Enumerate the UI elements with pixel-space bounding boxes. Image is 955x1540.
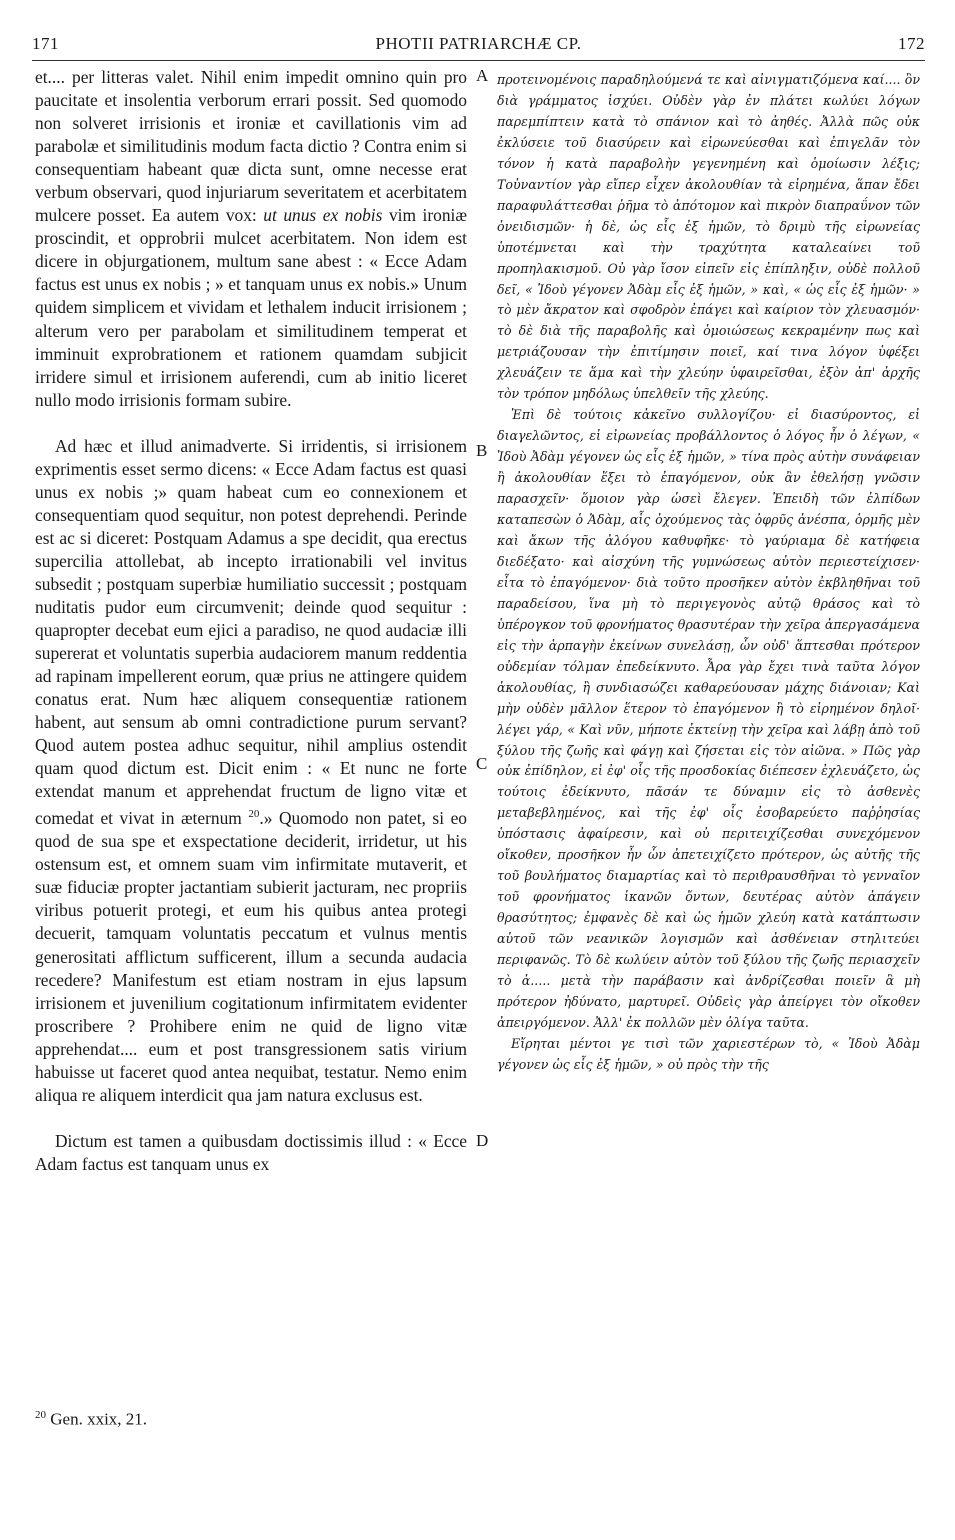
page-header bbox=[32, 34, 925, 58]
page-number-left: 171 bbox=[32, 34, 59, 53]
latin-column bbox=[35, 66, 467, 1176]
footnote-number: 20 bbox=[35, 1409, 46, 1421]
footnote bbox=[35, 1409, 147, 1430]
greek-paragraph-1: προτεινομένοις παραδηλούμενά τε καὶ αἰνιγματιζόμενα καί.... ὃν διὰ γράμματος ἰσχύει. Οὐδὲν γὰρ ἐν πλάτει κωλύει λόγων παρεμπίπτειν κατὰ τὸ σπάνιον καὶ τὸ ἀηθές. Ἀλλὰ πῶς οὐκ ἐκλύσειε τοῦ διασύρειν καὶ εἰρωνεύεσθαι καὶ ἐπιγελᾶν τὸν τόνον ἡ κατὰ παραβολὴν γεγενημένη καὶ ὁμοίωσιν λέξις; Τοὐναντίον γὰρ εἴπερ εἶχεν ἀκολουθίαν τὰ εἰρημένα, ἅπαν ἔδει παραφυλάττεσθαι ῥῆμα τὸ ἀπότομον καὶ πικρὸν διαπραΰνον τῶν ὀνειδισμῶν· ἡ δὲ, ὡς εἷς ἐξ ἡμῶν, τὸ δριμὺ τῆς εἰρωνείας ὑποτέμνεται καὶ τὴν τραχύτητα καταλεαίνει τοῦ προπηλακισμοῦ. Οὐ γὰρ ἴσον εἰπεῖν εἰς ἐπίπληξιν, οὐδὲ πολλοῦ δεῖ, « Ἰδοὺ γέγονεν Ἀδὰμ εἷς ἐξ ἡμῶν, » καὶ, « ὡς εἷς ἐξ ἡμῶν· » τὸ μὲν ἄκρατον καὶ σφοδρὸν ἐπάγει καὶ καίριον τὸν χλευασμόν· τὸ δὲ διὰ τῆς παραβολῆς καὶ ὁμοιώσεως κεκραμένην πως καὶ μετριάζουσαν τὴν ἐπιτίμησιν ποιεῖ, καί τινα λόγον ὑφέξει χλευάζειν τε ἅμα καὶ τὴν χλεύην ὑφαιρεῖσθαι, ἐξὸν ἀπ' ἀρχῆς τὸν τρόπον μηδόλως ὑπελθεῖν τῆς χλεύης. bbox=[497, 72, 920, 402]
greek-paragraph-2: Ἐπὶ δὲ τούτοις κἀκεῖνο συλλογίζου· εἰ διασύροντος, εἰ διαγελῶντος, εἰ εἰρωνείας προβάλλοντος ὁ λόγος ἦν ὁ λέγων, « Ἰδοὺ Ἀδὰμ γέγονεν ὡς εἷς ἐξ ἡμῶν, » τίνα πρὸς αὐτὴν συνάφειαν ἢ ἀκολουθίαν ἕξει τὸ ἐπαγόμενον, οὐκ ἂν ἐθελήσῃ γνῶσιν παρασχεῖν· ὅμοιον γὰρ ὡσεὶ ἔλεγεν. Ἐπειδὴ τῶν ἐλπίδων καταπεσὼν ὁ Ἀδὰμ, αἷς ὀχούμενος τὰς ὀφρῦς ἀνέσπα, ὁρμῆς μὲν καὶ ἄκων τῆς ἀλόγου καθυφῆκε· τὸ γαύριαμα δὲ κατήφεια διεδέξατο· καὶ αἰσχύνη τῆς γυμνώσεως αὐτὸν περιεστείχισεν· εἶτα τὸ ἐπαγόμενον· διὰ τοῦτο προσῆκεν αὐτὸν ἐκβληθῆναι τοῦ παραδείσου, ἵνα μὴ τὸ περιγεγονὸς αὐτῷ θράσος καὶ τὸ ὑπέρογκον τοῦ φρονήματος θρασυτέραν τὴν χεῖρα ἀπεργασάμενα εἰς τὴν ἁρπαγὴν ἐκείνων συνελάσῃ, ὧν οὐδ' ἅπτεσθαι πρότερον οὐδεμίαν τόλμαν ἐπεδείκνυτο. Ἆρα γὰρ ἔχει τινὰ ταῦτα λόγον ἀκολουθίας, ἢ συνδιασώζει καθαρεύουσαν μάχης διάνοιαν; Καὶ μὴν οὐδὲν μᾶλλον ἕτερον τὸ ἐπαγόμενον ἢ τὸ εἰρημένον δηλοῖ· λέγει γάρ, « Καὶ νῦν, μήποτε ἐκτείνῃ τὴν χεῖρα καὶ λάβῃ ἀπὸ τοῦ ξύλου τῆς ζωῆς καὶ φάγῃ καὶ ζήσεται εἰς τὸν αἰῶνα. » Πῶς γὰρ οὐκ ἐπίδηλον, εἰ ἐφ' οἷς τῆς προσδοκίας διέπεσεν ἐχλευάζετο, ὡς τούτοις ἐδείκνυτο, πᾶσάν τε δύναμιν εἰς τὸ ἀσθενὲς μεταβεβλημένος, καὶ τῆς ἐφ' οἷς ἐσοβαρεύετο παῤῥησίας ὑπόστασις ἀφαίρεσιν, καὶ οὐ περιτειχίζεσθαι συνεχόμενον οἴκοθεν, προσῆκον ἦν ὧν ἀπετειχίζετο πρότερον, ὡς αὐτῆς τῆς τοῦ βουλήματος διαμαρτίας καὶ τὸ περιθραυσθῆναι τὸ γενναῖον τοῦ φρονήματος ἱκανῶν ὄντων, δευτέρας αὐτὸν ἀπάγειν θρασύτητος; ἐμφανὲς δὲ καὶ ὡς ἡμῶν χλεύη κατὰ κατάπτωσιν αὐτοῦ τῶν νεανικῶν λογισμῶν καὶ ἀσθένειαν στηλιτεύει περιφανῶς. Τὸ δὲ κωλύειν αὐτὸν τοῦ ξύλου τῆς ζωῆς περιασχεῖν τὸ ἀ..... μετὰ τὴν παράβασιν καὶ ἀνδρίζεσθαι ποιεῖν ἃ μὴ πρότερον ἠδύνατο, μαρτυρεῖ. Οὐδεὶς γὰρ ἀπείργει τὸν οἴκοθεν ἀπειργόμενον. Ἀλλ' ἐκ πολλῶν μὲν ὀλίγα ταῦτα. bbox=[497, 407, 920, 1030]
latin-p1-italic: ut unus ex nobis bbox=[263, 205, 383, 226]
latin-paragraph-3: Dictum est tamen a quibusdam doctissimis illud : « Ecce Adam factus est tanquam unus ex bbox=[35, 1130, 467, 1174]
latin-paragraph-2 bbox=[35, 435, 467, 1107]
greek-paragraph-3: Εἴρηται μέντοι γε τισὶ τῶν χαριεστέρων τὸ, « Ἰδοὺ Ἀδὰμ γέγονεν ὡς εἷς ἐξ ἡμῶν, » οὐ πρὸς τὴν τῆς bbox=[497, 1035, 920, 1072]
latin-p2-text: Ad hæc et illud animadverte. Si irridentis, si irrisionem exprimentis esset sermo dicens: « Ecce Adam factus est quasi unus ex nobis ;» quam habeat cum eo connexionem et consequentiam quod sequitur, non potest deprehendi. Perinde est ac si diceret: Postquam Adamus a spe decidit, qua erectus supercilia attollebat, ab incepto irrationabili vel invitus subsedit ; postquam superbiæ humiliatio successit ; postquam nuditatis pudor eum circumvenit; deinde quod sequitur : quapropter decebat eum ejici a paradiso, ne quod audaciæ illi supererat et voluntatis superbia audaciorem manum reddentia ad rapinam impellerent eorum, quæ prius ne attingere quidem conatus erat. Num hæc aliquem consequentiæ rationem habent, aut sensum ab omni contradictione purum servant? Quod autem postea adhuc sequitur, nihil amplius ostendit quam quod dictum est. Dicit enim : « Et nunc ne forte extendat manum et apprehendat fructum de ligno vitæ et comedat et vivat in æternum bbox=[35, 435, 467, 829]
margin-letter-b: B bbox=[476, 441, 488, 460]
latin-paragraph-1 bbox=[35, 66, 467, 412]
latin-p1-text: et.... per litteras valet. Nihil enim impedit omnino quin pro paucitate et insolentia verborum errari possit. Sed quomodo non solveret irrisionis et ironiæ et cavillationis vim ad parabolæ et similitudinis modum facta dictio ? Contra enim si consequentiam habeant quæ dicta sunt, omne necesse erat verbum observari, quod injuriarum severitatem et acerbitatem mulcere posset. Ea autem vox: bbox=[35, 67, 467, 226]
running-title: PHOTII PATRIARCHÆ CP. bbox=[375, 34, 582, 53]
footnote-text: Gen. xxix, 21. bbox=[50, 1409, 148, 1429]
header-rule bbox=[32, 60, 925, 61]
margin-letter-c: C bbox=[476, 754, 488, 773]
margin-letter-d: D bbox=[476, 1131, 489, 1150]
margin-letter-a: A bbox=[476, 66, 489, 85]
footnote-reference: 20 bbox=[248, 808, 260, 821]
latin-p2-end: .» Quomodo non patet, si eo quod de sua spe et exspectatione deciderit, irridetur, ut his ostensum est, et omnem suam vim infirmitate mutaverit, et suæ fiduciæ propter jactantiam subierit jacturam, nec propriis viribus potuerit protegi, et eum his quibus antea protegi decuerit, tamquam voluntatis peccatum et vulnus mentis generositati afflictum sufficerent, illum a secunda audacia recedere? Manifestum est etiam nostram in ejus lapsum irrisionem et juvenilium cogitationum infirmitatem evidenter proscribere ? Prohibere enim ne quid de ligno vitæ apprehendat.... eum et post transgressionem satis virium habuisse ut faceret quod antea nequibat, testatur. Nemo enim aliqua re aliquem interdicit qua jam natura exclusus est. bbox=[35, 808, 467, 1105]
greek-column bbox=[497, 70, 920, 1076]
latin-p1-end: vim ironiæ proscindit, et opprobrii mulcet acerbitatem. Non idem est dicere in objurgationem, multum sane abest : « Ecce Adam factus est unus ex nobis ; » et tanquam unus ex nobis.» Unum quidem simplicem et vividam et lethalem inducit irrisionem ; alterum vero per parabolam et similitudinem temperat et imminuit exprobrationem et rationem quamdam subjicit irridere simul et irrisionem auferendi, cum ab initio liceret nullo modo irrisionis formam subire. bbox=[35, 205, 467, 410]
page-number-right: 172 bbox=[898, 34, 925, 53]
